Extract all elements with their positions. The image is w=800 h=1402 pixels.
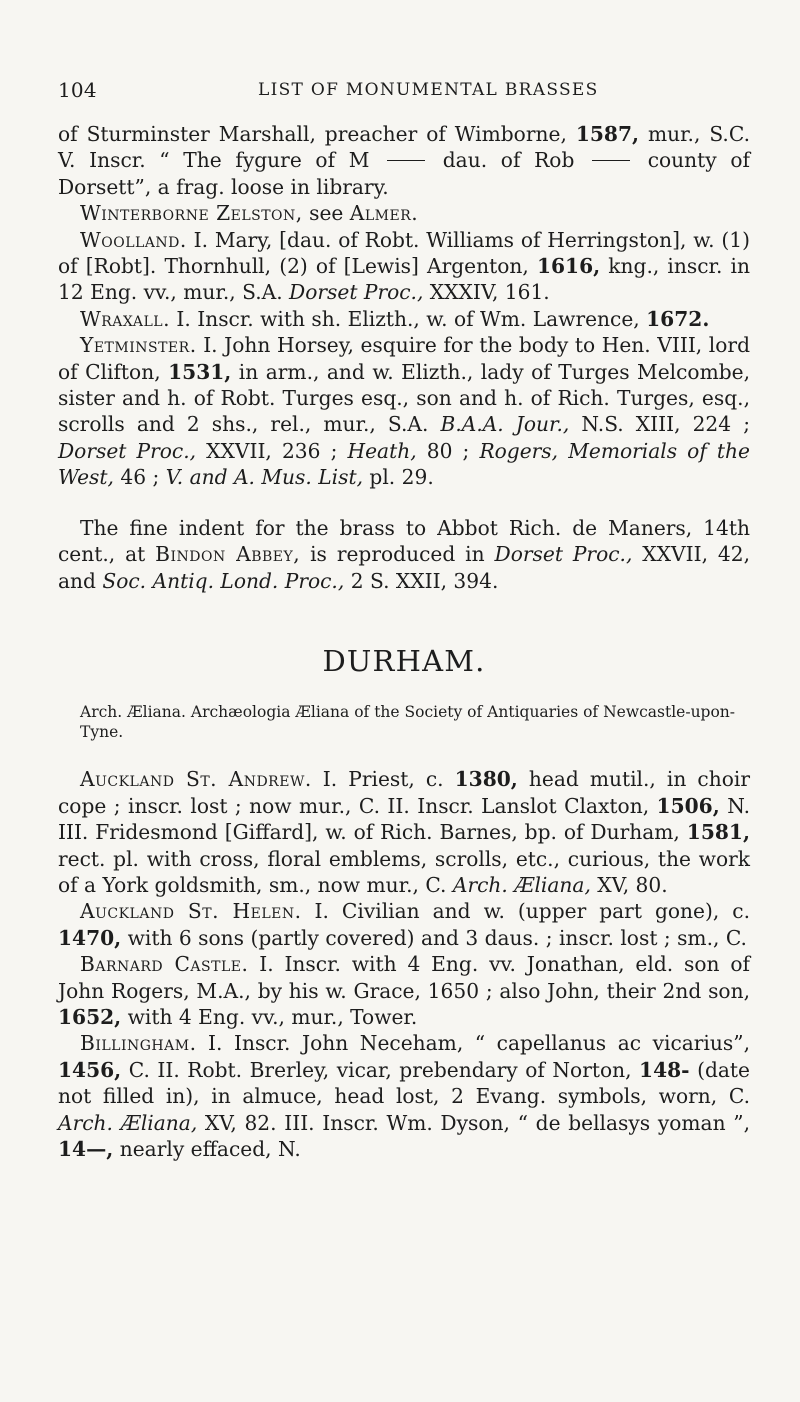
entry-text: 2 S. XXII, 394. <box>344 568 499 593</box>
journal-reference: V. and A. Mus. List, <box>165 465 363 490</box>
blank-dash <box>592 160 630 161</box>
cross-reference: Almer. <box>349 201 419 226</box>
entry-text: XXVII, 236 ; <box>196 438 348 463</box>
entry-text: see <box>302 201 350 226</box>
entry-sturminster-continued <box>58 121 750 200</box>
place-name: Wraxall. <box>80 306 170 331</box>
entry-text: I. Inscr. John Neceham, “ capellanus ac vicarius”, <box>196 1031 750 1056</box>
entry-text: dau. of Rob <box>429 148 589 173</box>
entry-winterborne-zelston <box>58 200 750 226</box>
journal-reference: Dorset Proc., <box>494 542 633 567</box>
entry-text: 80 ; <box>416 438 480 463</box>
page-header <box>58 78 748 112</box>
entry-text: N.S. XIII, 224 ; <box>569 412 751 437</box>
page-number: 104 <box>58 78 97 102</box>
entry-text: with 6 sons (partly covered) and 3 daus. ; inscr. lost ; sm., C. <box>121 925 747 950</box>
entry-bindon-note <box>58 515 750 594</box>
journal-reference: Arch. Æliana, <box>58 1110 198 1135</box>
entry-text: head mutil., in choir cope ; inscr. lost ; now mur., C. II. Inscr. Lanslot Claxton, <box>58 767 750 818</box>
entry-text: I. Inscr. with sh. Elizth., w. of Wm. Lawrence, <box>170 306 647 331</box>
entry-year: 1531, <box>168 359 232 384</box>
journal-reference: Heath, <box>347 438 417 463</box>
place-name: Woolland. <box>80 227 187 252</box>
entry-year: 1380, <box>454 767 518 792</box>
running-head: LIST OF MONUMENTAL BRASSES <box>258 80 599 100</box>
journal-reference: Dorset Proc., <box>58 438 197 463</box>
journal-reference: Soc. Antiq. Lond. Proc., <box>102 568 345 593</box>
entry-year: 1587, <box>575 122 640 146</box>
entry-text: XXVII, 42, and <box>58 542 750 593</box>
entry-text: I. John Horsey, esquire for the body to Hen. VIII, lord of Clifton, <box>58 333 750 384</box>
entry-text: I. Priest, c. <box>311 767 455 792</box>
journal-reference: Dorset Proc., <box>289 280 424 305</box>
entry-text: is reproduced in <box>300 542 495 567</box>
place-name: Barnard Castle. <box>80 952 249 977</box>
entry-text: pl. 29. <box>363 465 434 490</box>
entry-year: 1581, <box>686 820 750 845</box>
abbreviation-note: Arch. Æliana. Archæologia Æliana of the Society of Antiquaries of Newcastle-upon-Tyne. <box>80 703 736 742</box>
journal-reference: Arch. Æliana, <box>452 872 591 897</box>
place-name: Auckland St. Andrew. <box>80 767 312 792</box>
entry-text: rect. pl. with cross, floral emblems, scrolls, etc., curious, the work of a York goldsmith, sm., now mur., C. <box>58 846 750 897</box>
entry-woolland <box>58 227 750 306</box>
entry-barnard-castle <box>58 951 750 1030</box>
entry-wraxall <box>58 306 750 332</box>
entry-text: kng., inscr. in 12 Eng. vv., mur., S.A. <box>58 254 750 305</box>
entry-text: with 4 Eng. vv., mur., Tower. <box>121 1004 418 1029</box>
entry-auckland-st-andrew <box>58 766 750 898</box>
entry-text: I. Mary, [dau. of Robt. Williams of Herringston], w. (1) of [Robt]. Thornhull, (2) of [Lewis] Argenton, <box>58 227 750 279</box>
journal-reference: B.A.A. Jour., <box>440 412 570 437</box>
entry-text: XXXIV, 161. <box>423 280 550 305</box>
entry-text: XV, 82. III. Inscr. Wm. Dyson, “ de bellasys yoman ”, <box>197 1110 750 1135</box>
entry-text: XV, 80. <box>590 872 668 897</box>
entry-text: in arm., and w. Elizth., lady of Turges Melcombe, sister and h. of Robt. Turges esq., son and h. of Rich. Turges, esq., scrolls and 2 shs., rel., mur., S.A. <box>58 359 750 437</box>
section-title-durham: DURHAM. <box>322 643 486 678</box>
entry-yetminster <box>58 332 750 490</box>
place-name: Auckland St. Helen. <box>80 899 302 924</box>
entry-text: nearly effaced, N. <box>113 1137 301 1161</box>
entry-year: 1616, <box>536 254 601 279</box>
blank-dash <box>387 160 425 161</box>
entry-text: (date not filled in), in almuce, head lost, 2 Evang. symbols, worn, C. <box>58 1057 750 1109</box>
entry-text: N. III. Fridesmond [Giffard], w. of Rich. Barnes, bp. of Durham, <box>58 793 750 845</box>
entry-text: of Sturminster Marshall, preacher of Wimborne, <box>58 122 576 146</box>
entry-year: 1652, <box>58 1004 122 1029</box>
entry-year: 148- <box>639 1057 690 1082</box>
entry-year: 1672. <box>646 306 710 331</box>
place-name: Yetminster. <box>80 333 197 358</box>
place-name: Bindon Abbey, <box>155 542 301 567</box>
page-body <box>58 121 750 1162</box>
entry-auckland-st-helen <box>58 898 750 951</box>
entry-year: 1470, <box>58 925 122 950</box>
entry-text: mur., S.C. V. Inscr. “ The fygure of M <box>58 122 750 173</box>
entry-billingham <box>58 1030 750 1162</box>
place-name: Billingham. <box>80 1031 197 1056</box>
entry-text: C. II. Robt. Brerley, vicar, prebendary of Norton, <box>121 1057 640 1082</box>
journal-reference: Rogers, Memorials of the West, <box>58 438 750 490</box>
place-name: Winterborne Zelston, <box>80 201 303 226</box>
entry-text: The fine indent for the brass to Abbot Rich. de Maners, 14th cent., at <box>58 515 750 567</box>
entry-text: county of Dorsett”, a frag. loose in library. <box>58 148 750 199</box>
entry-year: 1506, <box>656 793 720 818</box>
entry-text: I. Civilian and w. (upper part gone), c. <box>301 899 750 924</box>
entry-text: I. Inscr. with 4 Eng. vv. Jonathan, eld. son of John Rogers, M.A., by his w. Grace, 1650 ; also John, their 2nd son, <box>58 952 750 1003</box>
entry-text: 46 ; <box>113 465 166 490</box>
entry-year: 14—, <box>58 1137 114 1161</box>
entry-year: 1456, <box>58 1057 122 1082</box>
